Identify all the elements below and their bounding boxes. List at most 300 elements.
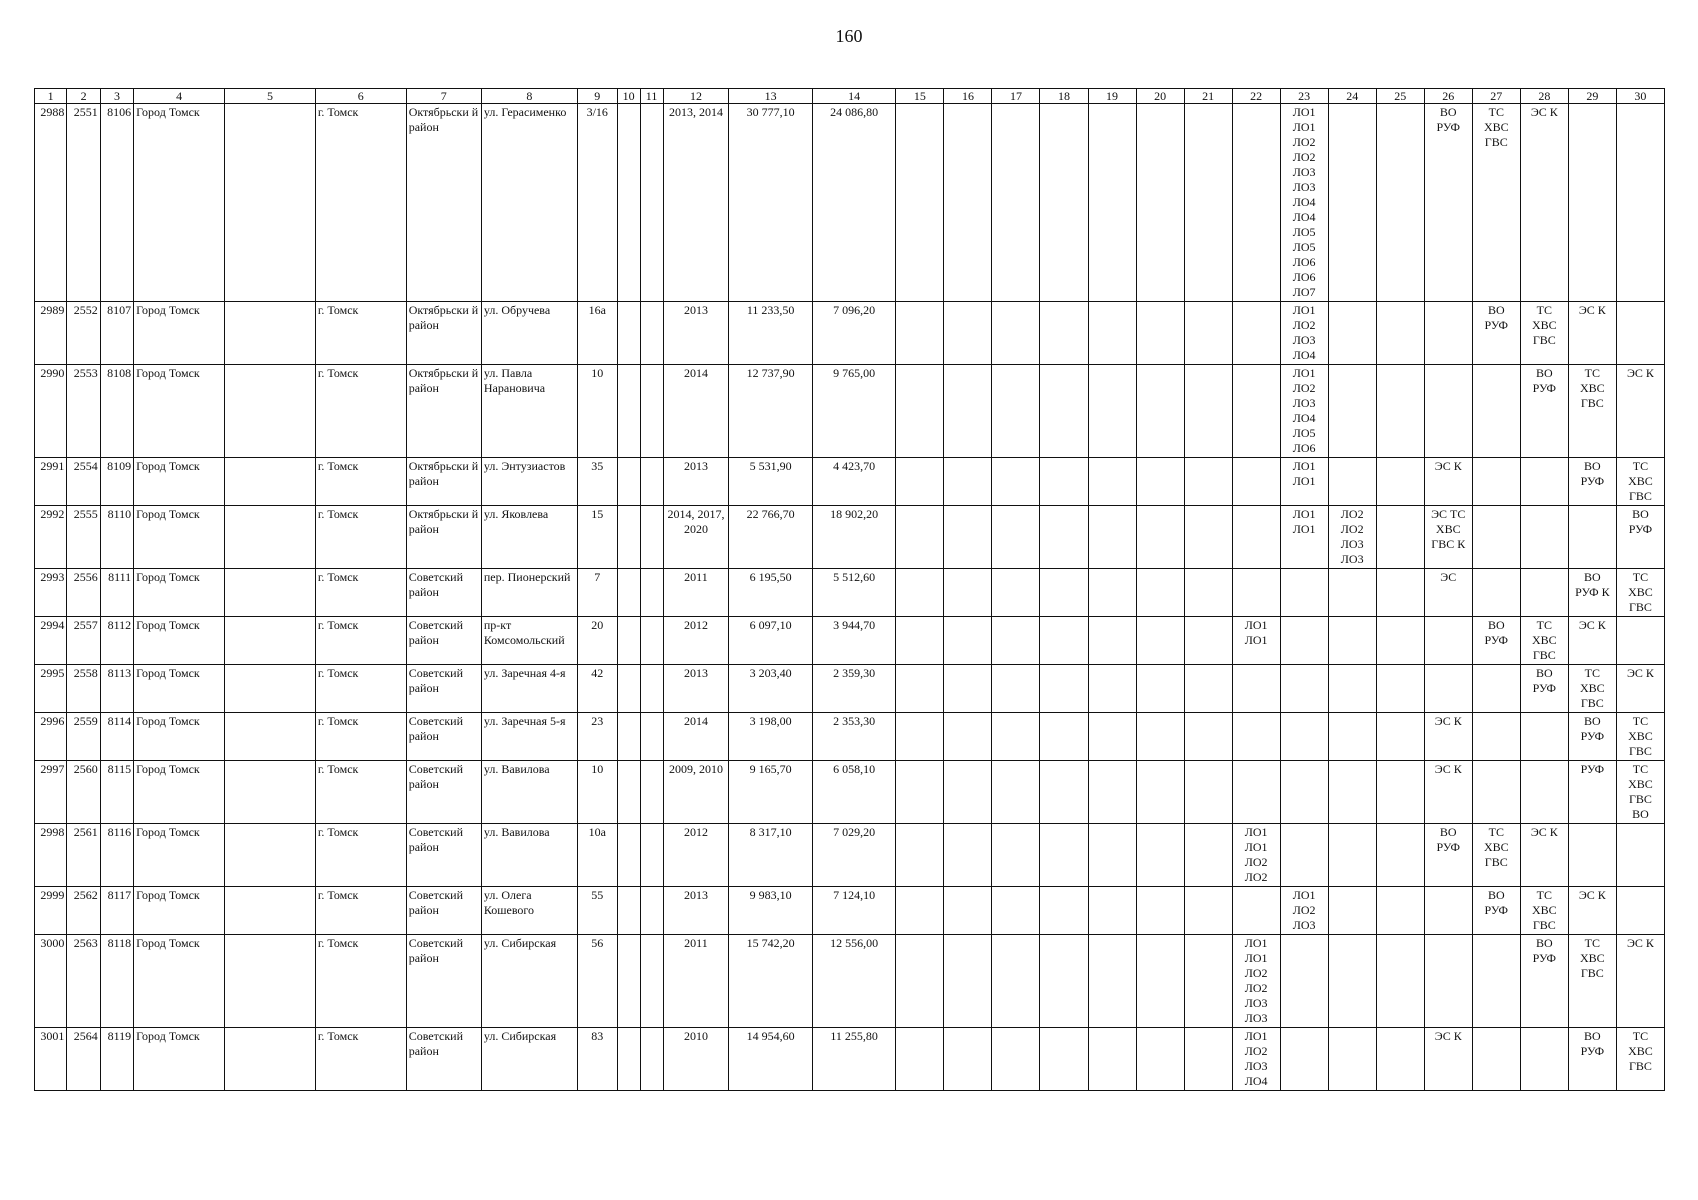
- house-id-cell: 8118: [100, 935, 133, 1028]
- house-id-cell: 8107: [100, 302, 133, 365]
- col-25-cell: [1376, 506, 1424, 569]
- district-cell: Октябрьски й район: [406, 458, 481, 506]
- district-cell: Октябрьски й район: [406, 104, 481, 302]
- col-27-cell: ТС ХВС ГВС: [1472, 104, 1520, 302]
- col-20-cell: [1136, 365, 1184, 458]
- settlement-cell: [225, 569, 316, 617]
- city-cell: г. Томск: [315, 365, 406, 458]
- table-row: [35, 458, 1665, 506]
- col-27-cell: [1472, 365, 1520, 458]
- col-19-cell: [1088, 302, 1136, 365]
- col-24-cell: [1328, 365, 1376, 458]
- living-area-cell: 5 512,60: [812, 569, 896, 617]
- total-area-cell: 3 203,40: [729, 665, 813, 713]
- street-cell: ул. Вавилова: [481, 761, 577, 824]
- total-area-cell: 3 198,00: [729, 713, 813, 761]
- total-area-cell: 8 317,10: [729, 824, 813, 887]
- column-header-15: 15: [896, 89, 944, 104]
- column-header-30: 30: [1616, 89, 1664, 104]
- work-years-cell: 2009, 2010: [663, 761, 729, 824]
- col-19-cell: [1088, 887, 1136, 935]
- col-11-cell: [640, 935, 663, 1028]
- col-15-cell: [896, 569, 944, 617]
- col-20-cell: [1136, 458, 1184, 506]
- col-10-cell: [617, 761, 640, 824]
- col-23-cell: [1280, 665, 1328, 713]
- col-15-cell: [896, 665, 944, 713]
- col-22-cell: ЛО1 ЛО1 ЛО2 ЛО2 ЛО3 ЛО3: [1232, 935, 1280, 1028]
- total-area-cell: 9 165,70: [729, 761, 813, 824]
- municipality-cell: Город Томск: [134, 569, 225, 617]
- col-24-cell: [1328, 104, 1376, 302]
- col-23-cell: ЛО1 ЛО2 ЛО3 ЛО4: [1280, 302, 1328, 365]
- col-30-cell: [1616, 887, 1664, 935]
- col-19-cell: [1088, 761, 1136, 824]
- col-26-cell: ВО РУФ: [1424, 104, 1472, 302]
- col-29-cell: РУФ: [1568, 761, 1616, 824]
- house-number-cell: 56: [577, 935, 617, 1028]
- living-area-cell: 9 765,00: [812, 365, 896, 458]
- col-15-cell: [896, 302, 944, 365]
- col-15-cell: [896, 104, 944, 302]
- col-22-cell: [1232, 569, 1280, 617]
- street-cell: ул. Вавилова: [481, 824, 577, 887]
- col-21-cell: [1184, 458, 1232, 506]
- total-area-cell: 14 954,60: [729, 1028, 813, 1091]
- col-29-cell: [1568, 506, 1616, 569]
- col-24-cell: [1328, 824, 1376, 887]
- col-28-cell: [1520, 569, 1568, 617]
- municipality-cell: Город Томск: [134, 713, 225, 761]
- col-28-cell: ЭС К: [1520, 824, 1568, 887]
- settlement-cell: [225, 365, 316, 458]
- column-header-18: 18: [1040, 89, 1088, 104]
- col-26-cell: ЭС: [1424, 569, 1472, 617]
- col-17-cell: [992, 365, 1040, 458]
- col-11-cell: [640, 1028, 663, 1091]
- district-cell: Советский район: [406, 569, 481, 617]
- col-15-cell: [896, 365, 944, 458]
- column-header-8: 8: [481, 89, 577, 104]
- col-27-cell: [1472, 665, 1520, 713]
- house-id-cell: 8119: [100, 1028, 133, 1091]
- living-area-cell: 3 944,70: [812, 617, 896, 665]
- column-header-9: 9: [577, 89, 617, 104]
- settlement-cell: [225, 458, 316, 506]
- housing-register-table: [34, 88, 1665, 1091]
- col-17-cell: [992, 617, 1040, 665]
- total-area-cell: 15 742,20: [729, 935, 813, 1028]
- col-19-cell: [1088, 617, 1136, 665]
- col-15-cell: [896, 458, 944, 506]
- col-21-cell: [1184, 1028, 1232, 1091]
- col-18-cell: [1040, 104, 1088, 302]
- col-10-cell: [617, 617, 640, 665]
- house-id-cell: 8114: [100, 713, 133, 761]
- col-23-cell: ЛО1 ЛО2 ЛО3 ЛО4 ЛО5 ЛО6: [1280, 365, 1328, 458]
- col-17-cell: [992, 506, 1040, 569]
- col-11-cell: [640, 665, 663, 713]
- row-number-cell: 2993: [35, 569, 67, 617]
- col-25-cell: [1376, 458, 1424, 506]
- col-23-cell: ЛО1 ЛО2 ЛО3: [1280, 887, 1328, 935]
- house-id-cell: 8113: [100, 665, 133, 713]
- col-29-cell: ЭС К: [1568, 887, 1616, 935]
- col-21-cell: [1184, 302, 1232, 365]
- col-28-cell: ВО РУФ: [1520, 665, 1568, 713]
- house-number-cell: 35: [577, 458, 617, 506]
- col-23-cell: [1280, 713, 1328, 761]
- col-21-cell: [1184, 935, 1232, 1028]
- col-29-cell: [1568, 104, 1616, 302]
- col-28-cell: ВО РУФ: [1520, 935, 1568, 1028]
- col-11-cell: [640, 104, 663, 302]
- col-18-cell: [1040, 761, 1088, 824]
- col-30-cell: ВО РУФ: [1616, 506, 1664, 569]
- total-area-cell: 6 097,10: [729, 617, 813, 665]
- col-26-cell: ЭС К: [1424, 713, 1472, 761]
- district-cell: Советский район: [406, 713, 481, 761]
- settlement-cell: [225, 104, 316, 302]
- col-30-cell: ЭС К: [1616, 365, 1664, 458]
- row-number-cell: 2996: [35, 713, 67, 761]
- house-id-cell: 8115: [100, 761, 133, 824]
- house-number-cell: 15: [577, 506, 617, 569]
- row-number-cell: 2999: [35, 887, 67, 935]
- col-27-cell: [1472, 569, 1520, 617]
- col-16-cell: [944, 104, 992, 302]
- col-10-cell: [617, 569, 640, 617]
- col-17-cell: [992, 761, 1040, 824]
- col-30-cell: [1616, 824, 1664, 887]
- district-cell: Советский район: [406, 617, 481, 665]
- col-22-cell: [1232, 887, 1280, 935]
- settlement-cell: [225, 761, 316, 824]
- col-17-cell: [992, 887, 1040, 935]
- col-17-cell: [992, 824, 1040, 887]
- col-29-cell: [1568, 824, 1616, 887]
- col-25-cell: [1376, 887, 1424, 935]
- col-10-cell: [617, 458, 640, 506]
- col-30-cell: ТС ХВС ГВС: [1616, 458, 1664, 506]
- street-cell: ул. Заречная 5-я: [481, 713, 577, 761]
- work-years-cell: 2011: [663, 569, 729, 617]
- col-11-cell: [640, 365, 663, 458]
- table-row: [35, 617, 1665, 665]
- col-24-cell: [1328, 761, 1376, 824]
- work-years-cell: 2013: [663, 302, 729, 365]
- col-25-cell: [1376, 824, 1424, 887]
- col-20-cell: [1136, 569, 1184, 617]
- col-26-cell: ВО РУФ: [1424, 824, 1472, 887]
- col-17-cell: [992, 1028, 1040, 1091]
- col-10-cell: [617, 1028, 640, 1091]
- col-15-cell: [896, 617, 944, 665]
- col-15-cell: [896, 761, 944, 824]
- col-21-cell: [1184, 824, 1232, 887]
- city-cell: г. Томск: [315, 761, 406, 824]
- record-number-cell: 2563: [67, 935, 100, 1028]
- column-header-12: 12: [663, 89, 729, 104]
- record-number-cell: 2553: [67, 365, 100, 458]
- settlement-cell: [225, 713, 316, 761]
- col-19-cell: [1088, 458, 1136, 506]
- col-20-cell: [1136, 665, 1184, 713]
- col-26-cell: [1424, 665, 1472, 713]
- total-area-cell: 6 195,50: [729, 569, 813, 617]
- municipality-cell: Город Томск: [134, 761, 225, 824]
- col-28-cell: ТС ХВС ГВС: [1520, 617, 1568, 665]
- col-25-cell: [1376, 617, 1424, 665]
- col-22-cell: [1232, 713, 1280, 761]
- col-10-cell: [617, 365, 640, 458]
- col-29-cell: ВО РУФ: [1568, 458, 1616, 506]
- col-30-cell: ТС ХВС ГВС ВО: [1616, 761, 1664, 824]
- table-row: [35, 569, 1665, 617]
- house-number-cell: 10: [577, 761, 617, 824]
- col-10-cell: [617, 665, 640, 713]
- record-number-cell: 2552: [67, 302, 100, 365]
- col-20-cell: [1136, 1028, 1184, 1091]
- municipality-cell: Город Томск: [134, 824, 225, 887]
- house-id-cell: 8111: [100, 569, 133, 617]
- col-22-cell: [1232, 761, 1280, 824]
- house-number-cell: 3/16: [577, 104, 617, 302]
- col-26-cell: [1424, 617, 1472, 665]
- col-30-cell: ТС ХВС ГВС: [1616, 713, 1664, 761]
- col-20-cell: [1136, 104, 1184, 302]
- col-29-cell: ТС ХВС ГВС: [1568, 665, 1616, 713]
- table-row: [35, 887, 1665, 935]
- house-number-cell: 83: [577, 1028, 617, 1091]
- house-number-cell: 10: [577, 365, 617, 458]
- col-16-cell: [944, 617, 992, 665]
- street-cell: ул. Павла Нарановича: [481, 365, 577, 458]
- col-20-cell: [1136, 617, 1184, 665]
- record-number-cell: 2561: [67, 824, 100, 887]
- col-28-cell: [1520, 761, 1568, 824]
- col-29-cell: ВО РУФ: [1568, 1028, 1616, 1091]
- col-27-cell: ВО РУФ: [1472, 617, 1520, 665]
- city-cell: г. Томск: [315, 935, 406, 1028]
- col-24-cell: [1328, 887, 1376, 935]
- column-header-20: 20: [1136, 89, 1184, 104]
- col-22-cell: [1232, 365, 1280, 458]
- col-16-cell: [944, 365, 992, 458]
- col-19-cell: [1088, 569, 1136, 617]
- col-23-cell: ЛО1 ЛО1: [1280, 506, 1328, 569]
- row-number-cell: 2988: [35, 104, 67, 302]
- table-row: [35, 935, 1665, 1028]
- col-16-cell: [944, 458, 992, 506]
- living-area-cell: 24 086,80: [812, 104, 896, 302]
- col-15-cell: [896, 713, 944, 761]
- col-26-cell: [1424, 935, 1472, 1028]
- row-number-cell: 2991: [35, 458, 67, 506]
- col-30-cell: [1616, 302, 1664, 365]
- table-body: [35, 104, 1665, 1091]
- col-10-cell: [617, 887, 640, 935]
- col-11-cell: [640, 458, 663, 506]
- column-header-19: 19: [1088, 89, 1136, 104]
- column-header-14: 14: [812, 89, 896, 104]
- municipality-cell: Город Томск: [134, 617, 225, 665]
- municipality-cell: Город Томск: [134, 665, 225, 713]
- col-27-cell: [1472, 458, 1520, 506]
- col-26-cell: ЭС К: [1424, 1028, 1472, 1091]
- district-cell: Октябрьски й район: [406, 365, 481, 458]
- column-header-6: 6: [315, 89, 406, 104]
- col-17-cell: [992, 713, 1040, 761]
- col-27-cell: ТС ХВС ГВС: [1472, 824, 1520, 887]
- col-24-cell: [1328, 665, 1376, 713]
- table-row: [35, 302, 1665, 365]
- col-26-cell: [1424, 365, 1472, 458]
- col-18-cell: [1040, 713, 1088, 761]
- col-29-cell: ТС ХВС ГВС: [1568, 365, 1616, 458]
- column-header-22: 22: [1232, 89, 1280, 104]
- house-number-cell: 7: [577, 569, 617, 617]
- col-30-cell: ЭС К: [1616, 935, 1664, 1028]
- work-years-cell: 2013: [663, 887, 729, 935]
- col-28-cell: ВО РУФ: [1520, 365, 1568, 458]
- row-number-cell: 2990: [35, 365, 67, 458]
- col-23-cell: [1280, 569, 1328, 617]
- settlement-cell: [225, 887, 316, 935]
- col-20-cell: [1136, 761, 1184, 824]
- table-row: [35, 1028, 1665, 1091]
- table-row: [35, 713, 1665, 761]
- col-25-cell: [1376, 104, 1424, 302]
- col-21-cell: [1184, 569, 1232, 617]
- house-number-cell: 10а: [577, 824, 617, 887]
- col-27-cell: [1472, 761, 1520, 824]
- col-21-cell: [1184, 761, 1232, 824]
- col-22-cell: ЛО1 ЛО1: [1232, 617, 1280, 665]
- row-number-cell: 2994: [35, 617, 67, 665]
- column-header-24: 24: [1328, 89, 1376, 104]
- col-21-cell: [1184, 665, 1232, 713]
- column-header-29: 29: [1568, 89, 1616, 104]
- col-27-cell: [1472, 713, 1520, 761]
- city-cell: г. Томск: [315, 1028, 406, 1091]
- column-header-3: 3: [100, 89, 133, 104]
- col-18-cell: [1040, 365, 1088, 458]
- house-id-cell: 8108: [100, 365, 133, 458]
- col-20-cell: [1136, 935, 1184, 1028]
- living-area-cell: 7 096,20: [812, 302, 896, 365]
- street-cell: ул. Энтузиастов: [481, 458, 577, 506]
- work-years-cell: 2012: [663, 824, 729, 887]
- row-number-cell: 3000: [35, 935, 67, 1028]
- col-29-cell: ЭС К: [1568, 302, 1616, 365]
- living-area-cell: 2 359,30: [812, 665, 896, 713]
- col-11-cell: [640, 761, 663, 824]
- col-22-cell: [1232, 104, 1280, 302]
- col-22-cell: [1232, 458, 1280, 506]
- col-22-cell: [1232, 302, 1280, 365]
- col-18-cell: [1040, 665, 1088, 713]
- municipality-cell: Город Томск: [134, 302, 225, 365]
- column-header-17: 17: [992, 89, 1040, 104]
- living-area-cell: 4 423,70: [812, 458, 896, 506]
- municipality-cell: Город Томск: [134, 458, 225, 506]
- settlement-cell: [225, 824, 316, 887]
- column-header-1: 1: [35, 89, 67, 104]
- record-number-cell: 2555: [67, 506, 100, 569]
- col-26-cell: [1424, 302, 1472, 365]
- col-25-cell: [1376, 365, 1424, 458]
- column-header-10: 10: [617, 89, 640, 104]
- total-area-cell: 9 983,10: [729, 887, 813, 935]
- col-16-cell: [944, 506, 992, 569]
- col-22-cell: ЛО1 ЛО2 ЛО3 ЛО4: [1232, 1028, 1280, 1091]
- city-cell: г. Томск: [315, 302, 406, 365]
- col-17-cell: [992, 569, 1040, 617]
- col-19-cell: [1088, 935, 1136, 1028]
- column-header-4: 4: [134, 89, 225, 104]
- col-11-cell: [640, 569, 663, 617]
- col-25-cell: [1376, 935, 1424, 1028]
- col-22-cell: [1232, 665, 1280, 713]
- col-28-cell: ЭС К: [1520, 104, 1568, 302]
- col-11-cell: [640, 302, 663, 365]
- col-21-cell: [1184, 365, 1232, 458]
- col-19-cell: [1088, 1028, 1136, 1091]
- col-16-cell: [944, 713, 992, 761]
- total-area-cell: 12 737,90: [729, 365, 813, 458]
- row-number-cell: 2992: [35, 506, 67, 569]
- col-29-cell: ТС ХВС ГВС: [1568, 935, 1616, 1028]
- living-area-cell: 6 058,10: [812, 761, 896, 824]
- col-24-cell: [1328, 302, 1376, 365]
- column-header-5: 5: [225, 89, 316, 104]
- work-years-cell: 2014: [663, 713, 729, 761]
- settlement-cell: [225, 506, 316, 569]
- col-10-cell: [617, 713, 640, 761]
- col-25-cell: [1376, 713, 1424, 761]
- column-header-7: 7: [406, 89, 481, 104]
- col-19-cell: [1088, 365, 1136, 458]
- row-number-cell: 2998: [35, 824, 67, 887]
- col-18-cell: [1040, 302, 1088, 365]
- column-header-23: 23: [1280, 89, 1328, 104]
- living-area-cell: 11 255,80: [812, 1028, 896, 1091]
- col-21-cell: [1184, 887, 1232, 935]
- house-number-cell: 55: [577, 887, 617, 935]
- col-19-cell: [1088, 104, 1136, 302]
- col-21-cell: [1184, 713, 1232, 761]
- col-30-cell: ТС ХВС ГВС: [1616, 1028, 1664, 1091]
- col-28-cell: [1520, 1028, 1568, 1091]
- municipality-cell: Город Томск: [134, 104, 225, 302]
- col-16-cell: [944, 1028, 992, 1091]
- col-29-cell: ВО РУФ К: [1568, 569, 1616, 617]
- col-18-cell: [1040, 935, 1088, 1028]
- record-number-cell: 2551: [67, 104, 100, 302]
- col-16-cell: [944, 824, 992, 887]
- street-cell: ул. Сибирская: [481, 935, 577, 1028]
- district-cell: Советский район: [406, 1028, 481, 1091]
- table-row: [35, 761, 1665, 824]
- col-25-cell: [1376, 1028, 1424, 1091]
- city-cell: г. Томск: [315, 458, 406, 506]
- work-years-cell: 2012: [663, 617, 729, 665]
- col-17-cell: [992, 458, 1040, 506]
- street-cell: ул. Яковлева: [481, 506, 577, 569]
- work-years-cell: 2013: [663, 458, 729, 506]
- city-cell: г. Томск: [315, 887, 406, 935]
